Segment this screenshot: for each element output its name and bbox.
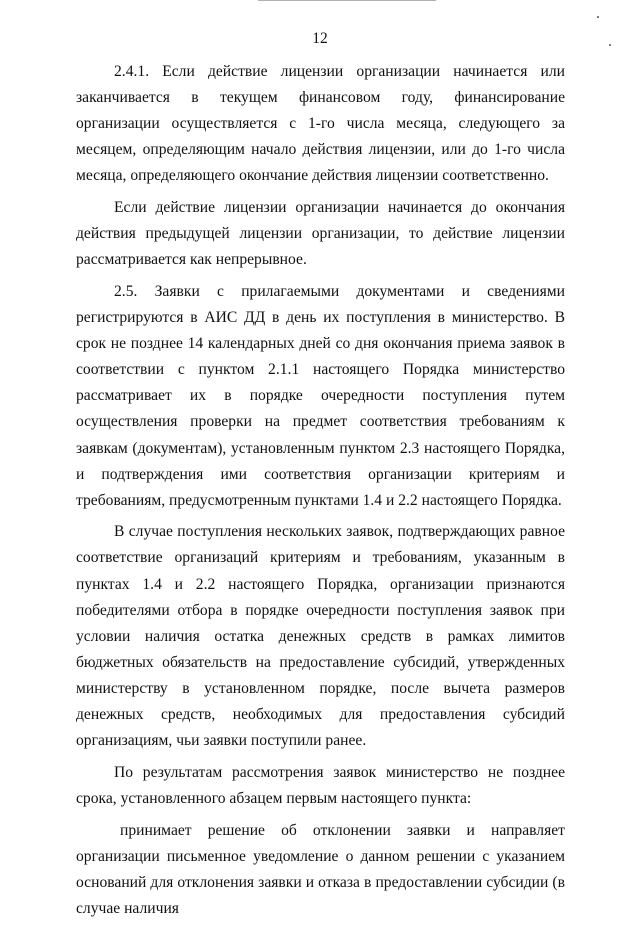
paragraph-2-4-1: 2.4.1. Если действие лицензии организации начинается или заканчивается в текущем финансовом году, финансирование организации осуществляется с 1-го числа месяца, следующего за месяцем, определяющим начало действия лицензии, или до 1-го числа месяца, определяющего окончание действия лицензии соответственно. <box>76 63 565 185</box>
paragraph-multiple-applications: В случае поступления нескольких заявок, подтверждающих равное соответствие организаций критериям и требованиям, указанным в пунктах 1.4 и 2.2 настоящего Порядка, организации признаются победителями отбора в порядке очередности поступления заявок при условии наличия остатка денежных средств в рамках лимитов бюджетных обязательств на предоставление субсидий, утвержденных министерству в установленном порядке, после вычета размеров денежных средств, необходимых для предоставления субсидий организациям, чьи заявки поступили ранее. <box>76 523 565 750</box>
scan-speck <box>597 16 599 18</box>
paragraph-2-5: 2.5. Заявки с прилагаемыми документами и сведениями регистрируются в АИС ДД в день их поступления в министерство. В срок не позднее 14 календарных дней со дня окончания приема заявок в соответствии с пунктом 2.1.1 настоящего Порядка министерство рассматривает их в порядке очередности поступления путем осуществления проверки на предмет соответствия требованиям к заявкам (документам), установленным пунктом 2.3 настоящего Порядка, и подтверждения ими соответствия организации критериям и требованиям, предусмотренным пунктами 1.4 и 2.2 настоящего Порядка. <box>76 282 565 509</box>
page-number: 12 <box>312 30 328 47</box>
paragraph-continuous-license: Если действие лицензии организации начинается до окончания действия предыдущей лицензии организации, то действие лицензии рассматривается как непрерывное. <box>76 199 565 269</box>
paragraph-rejection-decision: принимает решение об отклонении заявки и направляет организации письменное уведомление о данном решении с указанием оснований для отклонения заявки и отказа в предоставлении субсидии (в случае наличия <box>76 821 565 917</box>
scan-edge-line <box>258 0 436 1</box>
paragraph-review-results: По результатам рассмотрения заявок министерство не позднее срока, установленного абзацем первым настоящего пункта: <box>76 763 565 807</box>
document-body <box>76 59 565 928</box>
